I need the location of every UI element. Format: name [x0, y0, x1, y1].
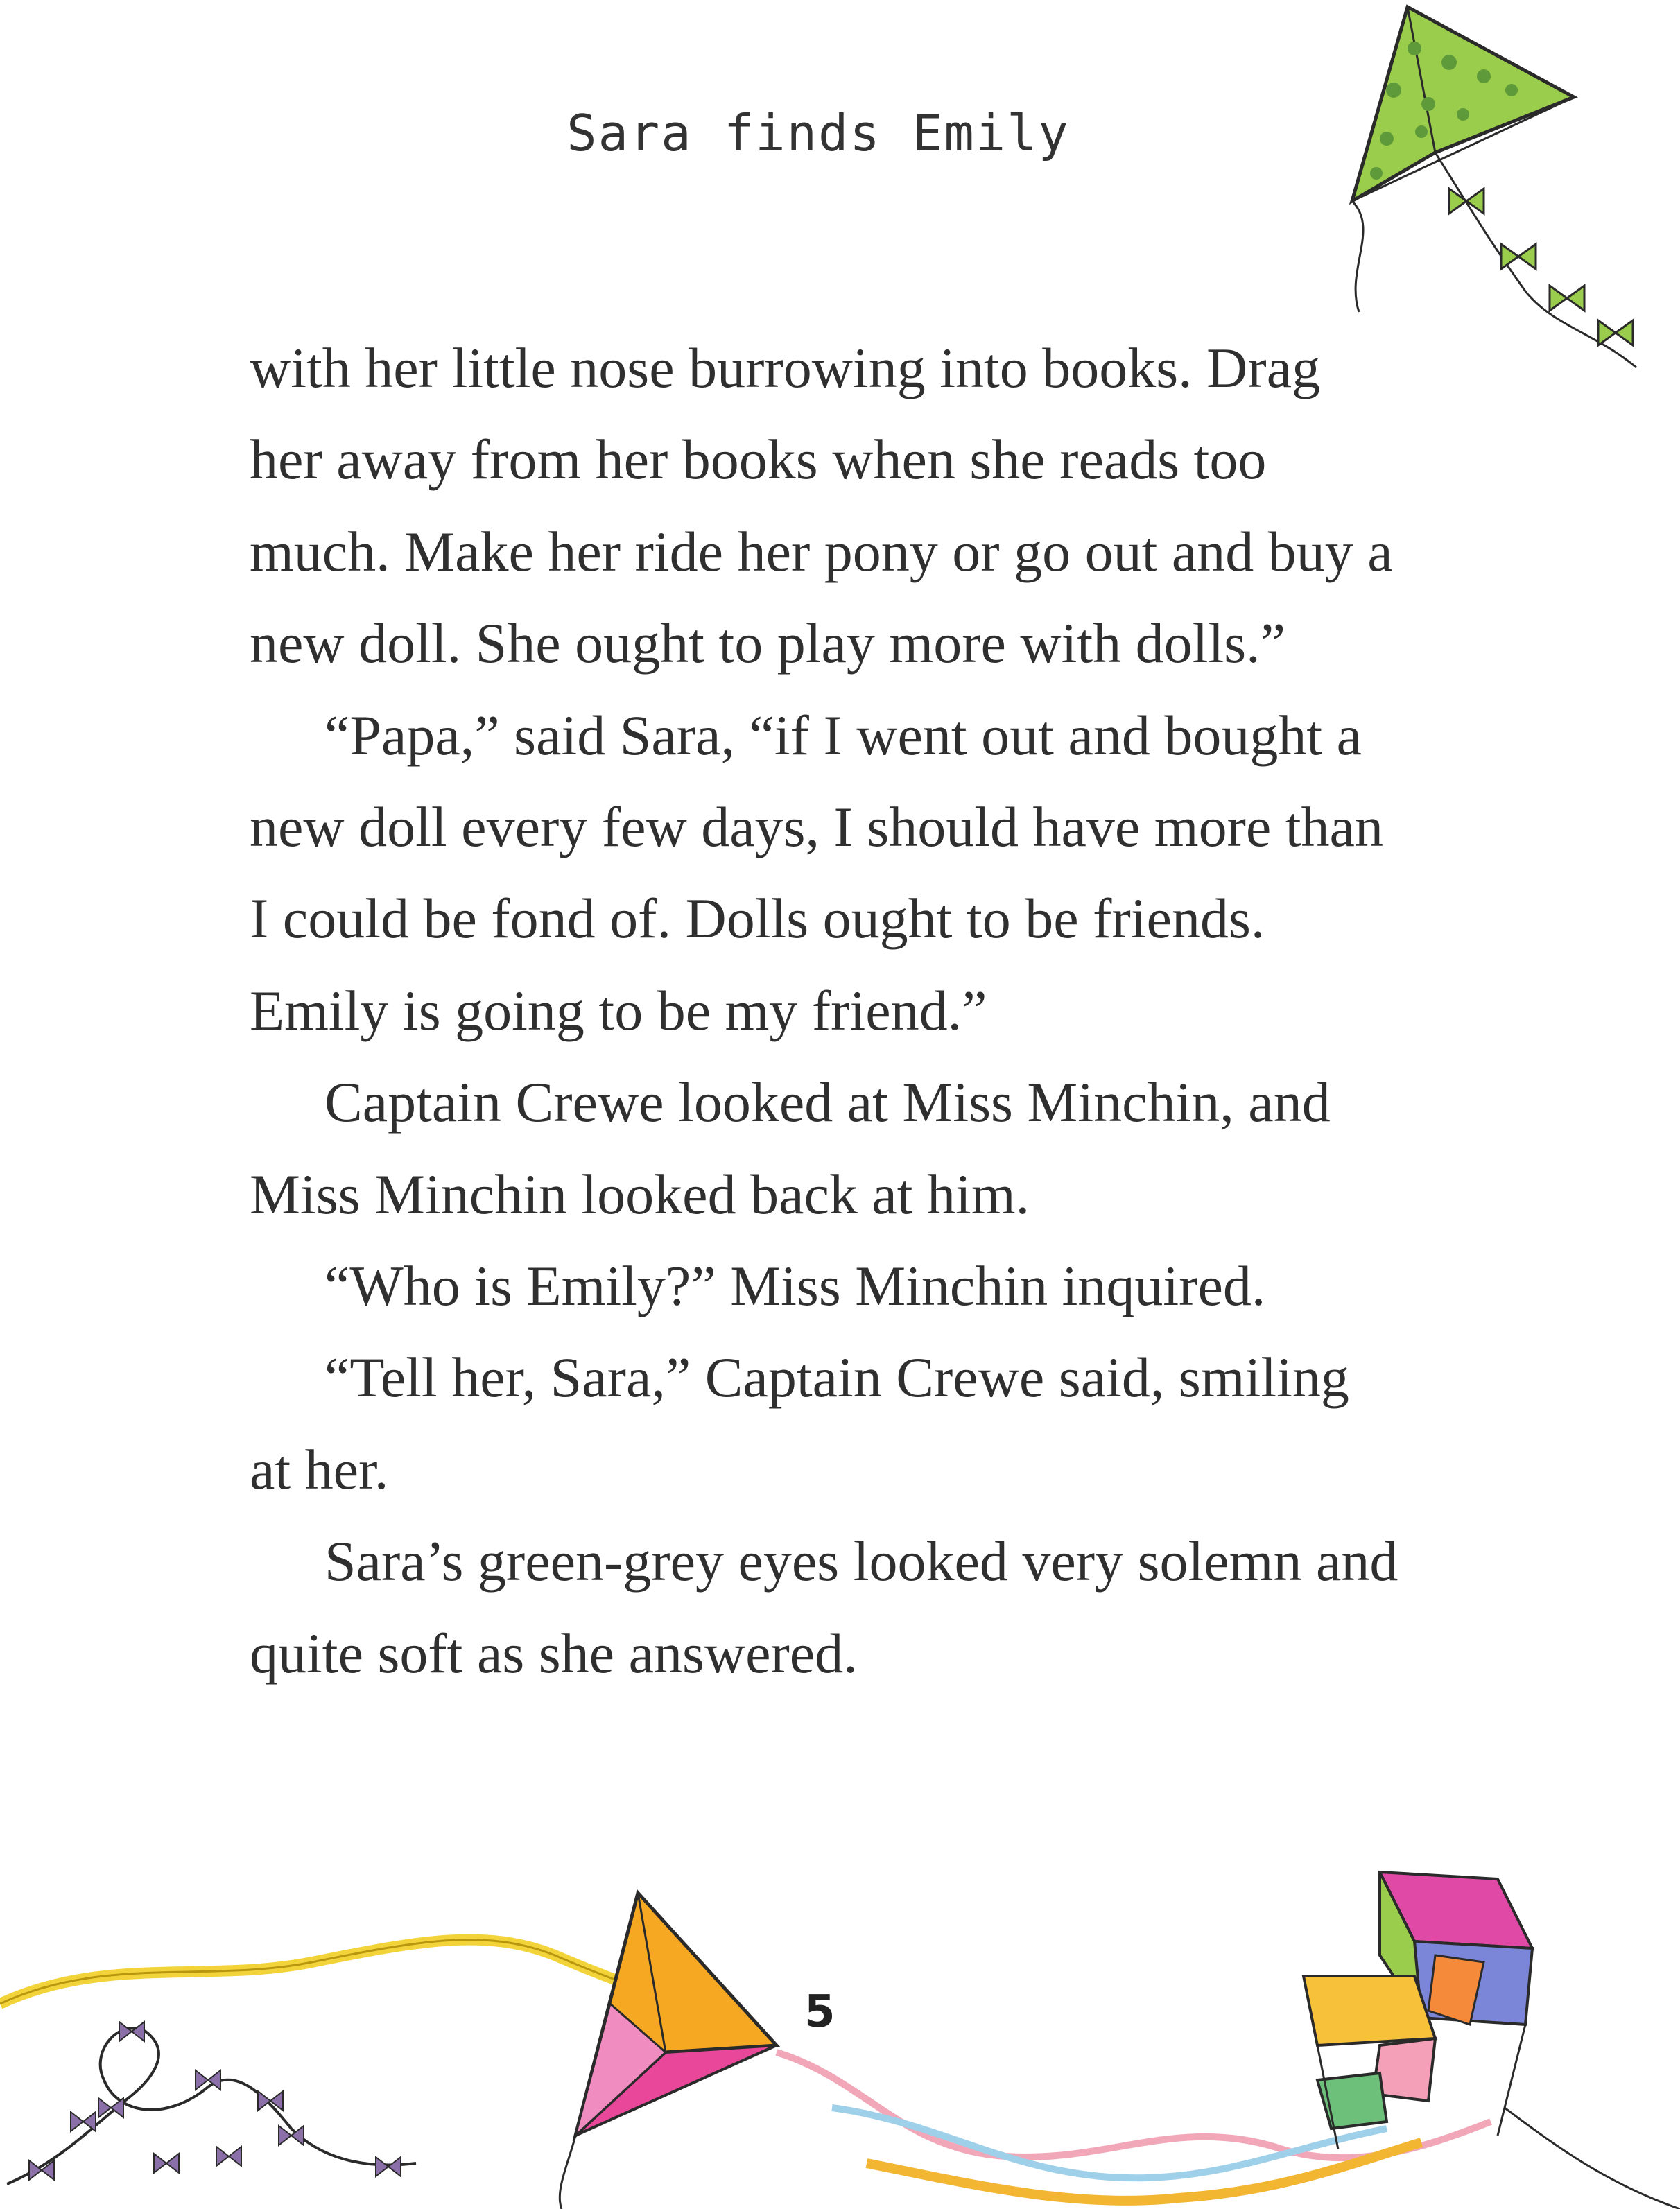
- vine-with-purple-bows-icon: [0, 1940, 645, 2184]
- chapter-title: Sara finds Emily: [566, 104, 1070, 162]
- paragraph: “Tell her, Sara,” Captain Crewe said, smiling at her.: [250, 1346, 1349, 1501]
- paragraph: Captain Crewe looked at Miss Minchin, and Miss Minchin looked back at him.: [250, 1071, 1331, 1226]
- paragraph: with her little nose burrowing into books. Drag her away from her books when she reads too much. Make her ride her pony or go out and buy a new doll. She ought to play more with dolls.”: [250, 336, 1393, 675]
- orange-pink-kite-icon: [560, 1893, 777, 2209]
- green-kite-icon: [1352, 7, 1636, 367]
- paragraph: Sara’s green-grey eyes looked very solemn and quite soft as she answered.: [250, 1530, 1398, 1685]
- body-text: [250, 322, 1401, 1699]
- paragraph: “Who is Emily?” Miss Minchin inquired.: [324, 1254, 1266, 1318]
- page-number: 5: [804, 1986, 835, 2038]
- paragraph: “Papa,” said Sara, “if I went out and bought a new doll every few days, I should have more than I could be fond of. Dolls ought to be friends. Emily is going to be my friend.”: [250, 703, 1383, 1042]
